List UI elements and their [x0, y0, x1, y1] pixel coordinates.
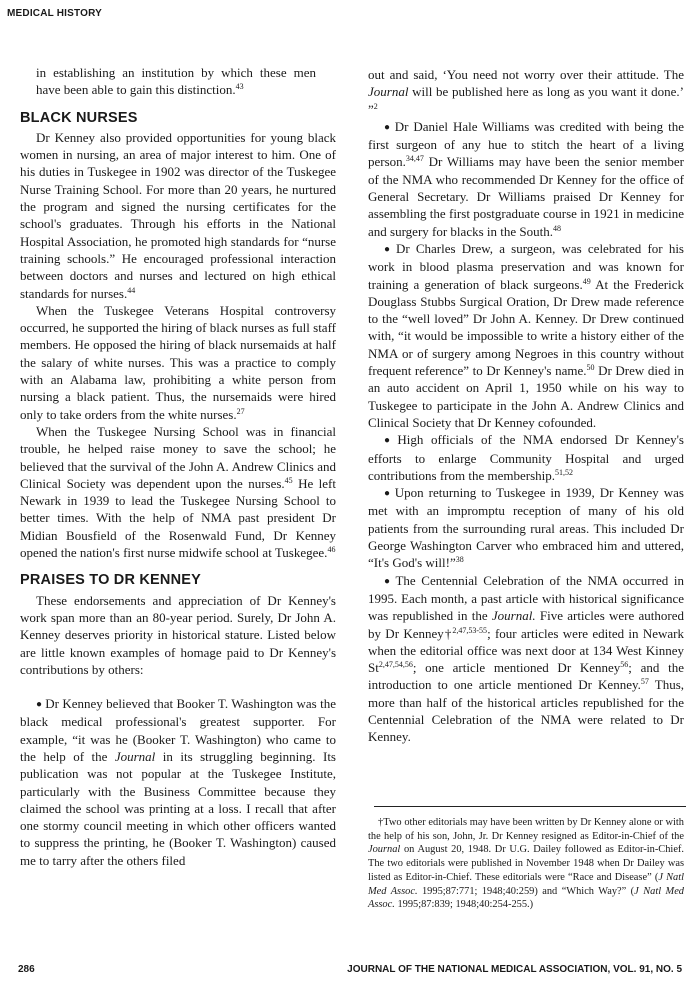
heading-praises: PRAISES TO DR KENNEY [20, 572, 201, 589]
paragraph: Dr Kenney also provided opportunities for young black women in nursing, an area of major interest to him. One of his duties in Tuskegee in 1902 was director of the Tuskegee Nurse Training School. For more than 20 years, he nurtured the program and signed the nursing certificates for the school's graduates. Through his efforts in the National Hospital Association, he promoted high standards for “nurse training schools.” He encouraged professional interaction between doctors and nurses and lectured on high ethical standards for nurses.$^{44}$ [20, 129, 336, 301]
paragraph: When the Tuskegee Nursing School was in financial trouble, he helped raise money to save the school; he believed that the survival of the John A. Andrew Clinics and Clinical Society was dependent upon the nurses.$^{45}$ He left Newark in 1939 to lead the Tuskegee Nursing School to better times. With the help of NMA past president Dr Midian Bousfield of the Rosenwald Fund, Dr Kenney opened the nation's first nurse midwife school at Tuskegee.$^{46}$ [20, 423, 336, 561]
bullet-item: ● Upon returning to Tuskegee in 1939, Dr Kenney was met with an impromptu reception of many of his old patients from the surrounding rural areas. This included Dr George Washington Carver who embraced him and uttered, “It's God's will!”$^{38}$ [368, 485, 684, 571]
bullet-item: ● Dr Charles Drew, a surgeon, was celebrated for his work in blood plasma preservation and was known for training a generation of black surgeons.$^{49}$ At the Frederick Douglass Stubbs Surgical Oration, Dr Drew made reference to the “well loved” Dr John A. Kenney. Dr Drew continued with, “it would be impossible to write a history either of the NMA or of surgery among Negroes in this country without frequent reference” to Dr Kenney's name.$^{50}$ Dr Drew died in an auto accident on April 1, 1950 while on his way to Tuskegee to participate in the John A. Andrew Clinics and Clinical Society that Dr Kenney cofounded. [368, 240, 684, 430]
bullet-item: ● Dr Kenney believed that Booker T. Washington was the black medical professional's greatest supporter. For example, “it was he (Booker T. Washington) who came to the help of the Journal in its struggling beginning. Its publication was not popular at the Tuskegee Institute, particularly with the Business Committee because they claimed the school was printing at a loss. I recall that after one stormy council meeting in which other officers wanted to suppress the printing, he (Booker T. Washington) caused me to tarry after the others filed [20, 696, 336, 868]
ref-27: 27 [236, 406, 245, 416]
bullet-icon: ● [36, 699, 43, 711]
bullet-item: ● Dr Daniel Hale Williams was credited with being the first surgeon of any hue to stitch the heart of a living person.$^{34,47}$ Dr Williams may have been the senior member of the NMA who recommended Dr Kenney for the office of General Secretary. Dr Williams praised Dr Kenney for assembling the first postgraduate course in 1921 in medicine and surgery for blacks in the South.$^{48}$ [368, 118, 684, 239]
right-column [368, 66, 684, 746]
bullet-icon: ● [384, 435, 395, 447]
bullet-icon: ● [384, 243, 393, 255]
bullet-icon: ● [384, 575, 393, 587]
ref-46: 46 [327, 545, 336, 555]
ref-43: 43 [235, 82, 244, 92]
bullet-item: ● High officials of the NMA endorsed Dr Kenney's efforts to enlarge Community Hospital and urged contributions from the membership.$^{51,52}$ [368, 432, 684, 483]
paragraph: These endorsements and appreciation of Dr Kenney's work span more than an 80-year period. Surely, Dr John A. Kenney deserves priority in historical stature. Listed below are little known examples of homage paid to Dr Kenney's contributions by others: [20, 592, 336, 677]
footnote: †Two other editorials may have been written by Dr Kenney alone or with the help of his son, John, Jr. Dr Kenney resigned as Editor-in-Chief of the Journal on August 20, 1948. Dr U.G. Dailey followed as Editor-in-Chief. The two editorials were published in November 1948 when Dr Dailey was listed as Editor-in-Chief. These editorials were “Race and Disease” (J Natl Med Assoc. 1995;87:771; 1948;40:259) and “Which Way?” (J Natl Med Assoc. 1995;87:839; 1948;40:254-255.) [368, 817, 684, 911]
bullet-icon: ● [384, 488, 392, 500]
ref-2: 2 [373, 101, 378, 111]
ref-45: 45 [284, 475, 293, 485]
bullet-icon: ● [384, 121, 392, 133]
bullet-item: ● The Centennial Celebration of the NMA occurred in 1995. Each month, a past article with historical significance was republished in the Journal. Five articles were authored by Dr Kenney†$^{2,47,53-55}$; four articles were edited in Newark when the editorial office was next door at 134 West Kinney St$^{2,47,54,56}$; one article mentioned Dr Kenney$^{56}$; and the introduction to one article mentioned Dr Kenney.$^{57}$ Thus, more than half of the historical articles republished for the Centennial Celebration of the NMA were related to Dr Kenney. [368, 572, 684, 745]
paragraph-continued: out and said, ‘You need not worry over their attitude. The Journal will be published here as long as you want it done.’ ”$^2$ [368, 67, 684, 117]
running-head: MEDICAL HISTORY [7, 8, 103, 19]
heading-black-nurses: BLACK NURSES [20, 109, 138, 126]
paragraph: When the Tuskegee Veterans Hospital controversy occurred, he supported the hiring of black nurses as full staff members. He opposed the hiring of black nursemaids at half the salary of white nurses. This was a practice to comply with an Alabama law, prohibiting a white person from nursing a black patient. Thus, the nursemaids were hired only to take orders from the white nurses.$^{27}$ [20, 302, 336, 422]
page-number: 286 [18, 964, 35, 975]
ref-44: 44 [127, 285, 136, 295]
left-column [20, 64, 336, 869]
journal-footer: JOURNAL OF THE NATIONAL MEDICAL ASSOCIATION, VOL. 91, NO. 5 [347, 964, 682, 975]
continued-quote: in establishing an institution by which these men have been able to gain this distinction.$^{43}$ [36, 65, 316, 98]
footnote-rule [374, 806, 686, 807]
